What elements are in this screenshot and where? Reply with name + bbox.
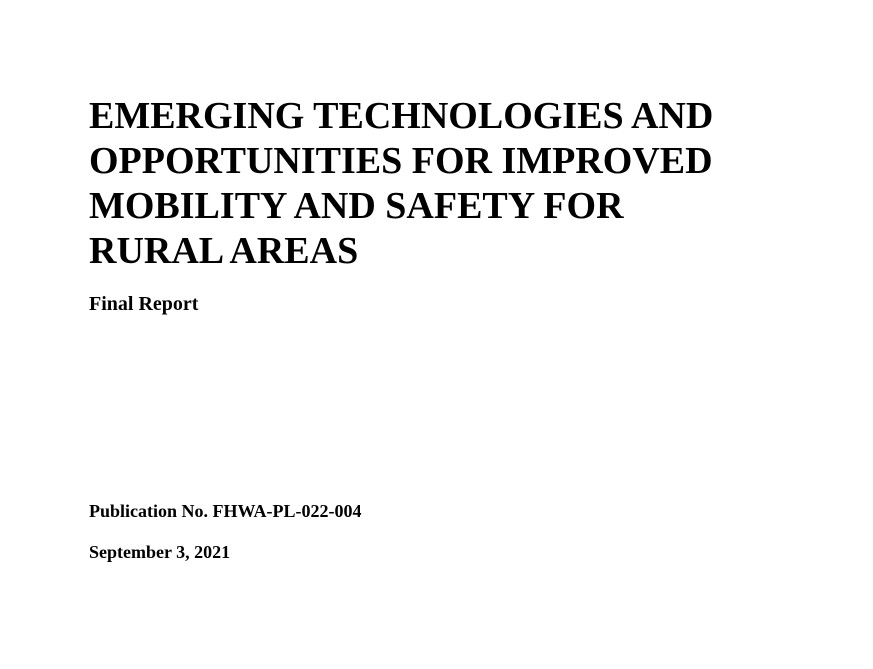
- report-title-line: OPPORTUNITIES FOR IMPROVED: [89, 140, 713, 182]
- report-title-line: MOBILITY AND SAFETY FOR: [89, 185, 624, 227]
- report-title-line: RURAL AREAS: [89, 230, 359, 272]
- publication-number: Publication No. FHWA-PL-022-004: [89, 501, 362, 521]
- publication-date: September 3, 2021: [89, 542, 231, 562]
- report-title-line: EMERGING TECHNOLOGIES AND: [89, 95, 714, 137]
- report-title: [89, 94, 849, 274]
- report-subtitle: Final Report: [89, 293, 199, 315]
